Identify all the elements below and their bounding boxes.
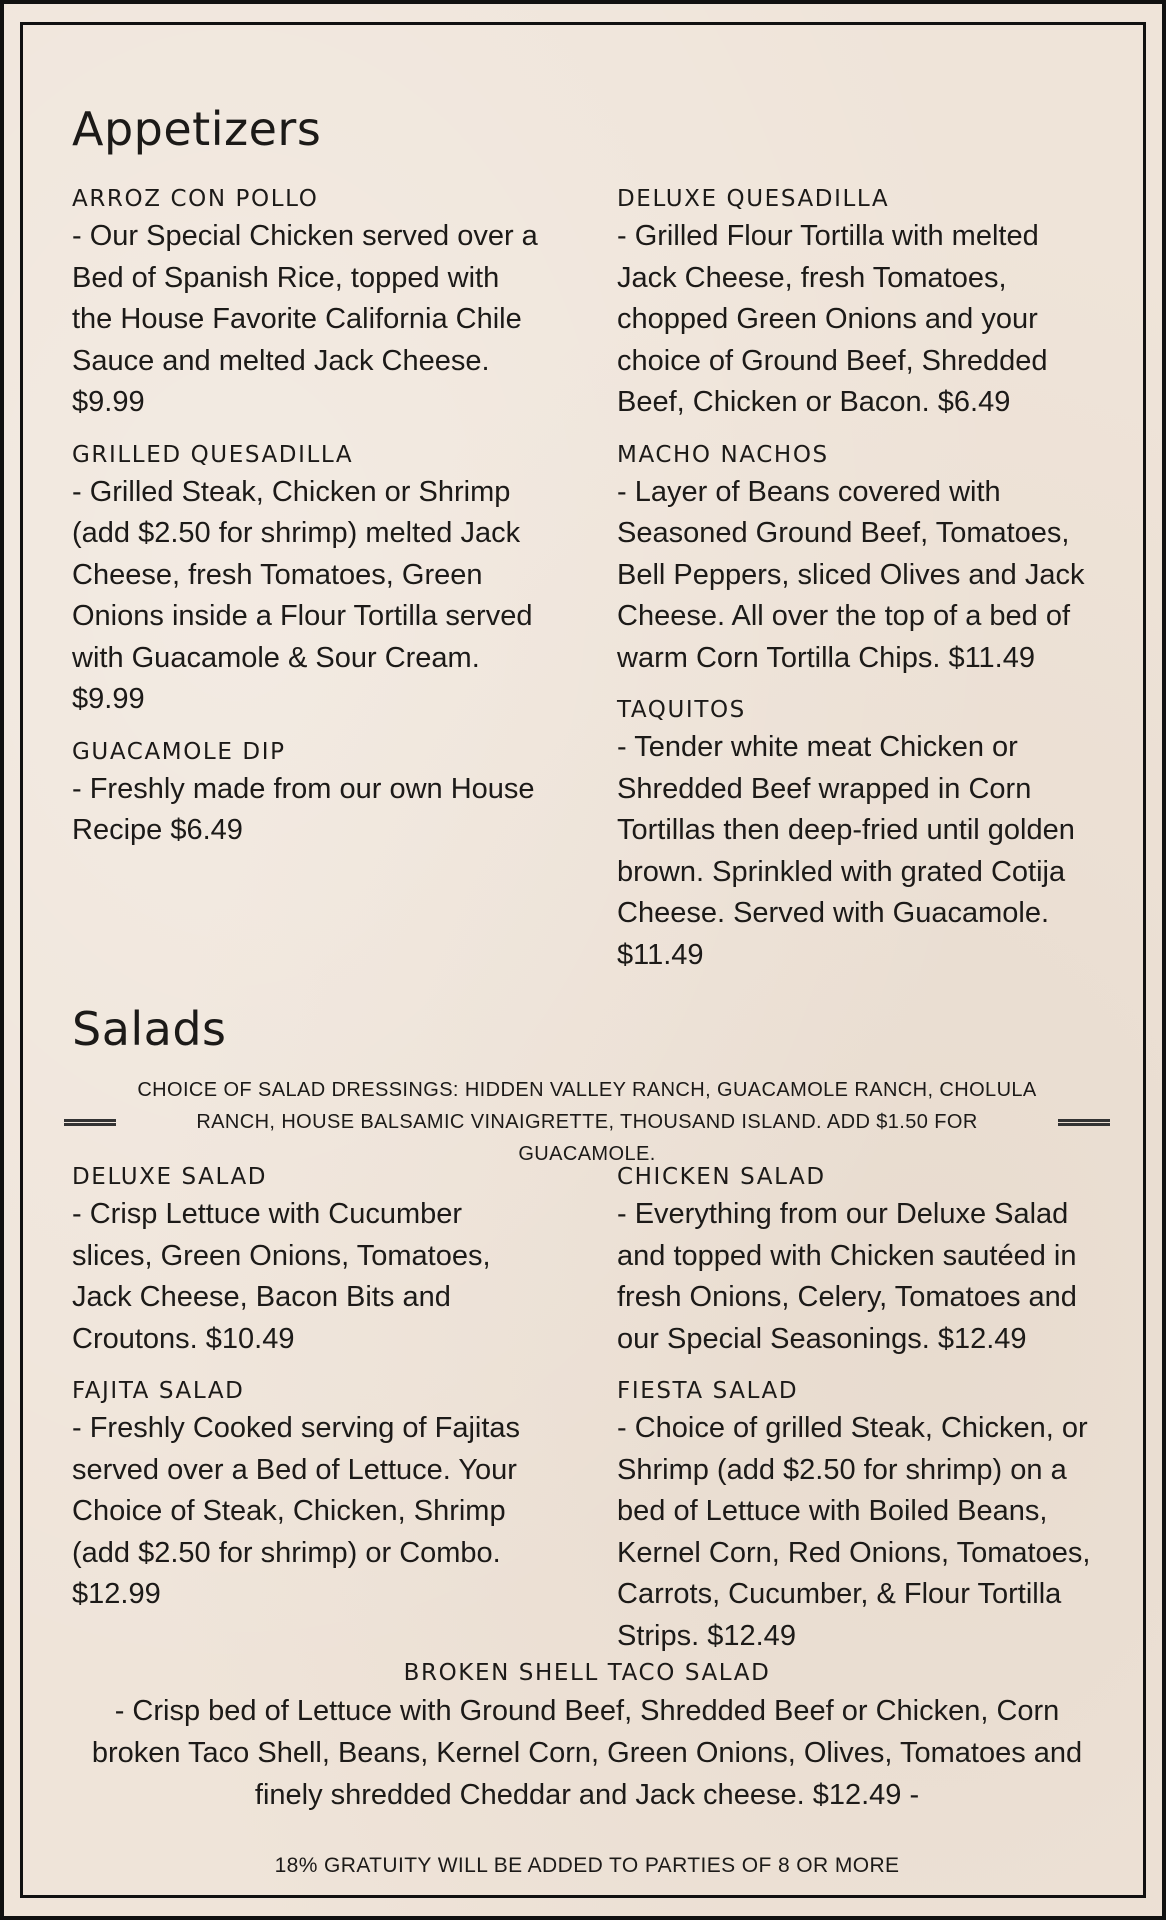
item-description: - Freshly Cooked serving of Fajitas served over a Bed of Lettuce. Your Choice of Steak, Chicken, Shrimp (add $2.50 for shrimp) or Combo. $12.99 xyxy=(72,1412,521,1610)
menu-item xyxy=(617,1378,1097,1657)
appetizers-title: Appetizers xyxy=(72,102,322,156)
salad-dressings-note xyxy=(64,1074,1110,1170)
gratuity-note: 18% GRATUITY WILL BE ADDED TO PARTIES OF 8 OR MORE xyxy=(274,1854,900,1877)
item-name: GUACAMOLE DIP xyxy=(72,738,286,765)
menu-item xyxy=(72,1378,547,1616)
menu-item xyxy=(72,1164,547,1360)
menu-item xyxy=(72,442,547,721)
item-description: - Freshly made from our own House Recipe $6.49 xyxy=(72,772,535,846)
left-double-rule xyxy=(64,1119,116,1126)
item-name: FIESTA SALAD xyxy=(617,1378,799,1404)
item-name: ARROZ CON POLLO xyxy=(72,186,319,212)
item-name: MACHO NACHOS xyxy=(617,441,829,468)
menu-item xyxy=(72,739,547,852)
menu-item xyxy=(617,697,1097,976)
item-description: - Everything from our Deluxe Salad and topped with Chicken sautéed in fresh Onions, Celery, Tomatoes and our Special Seasonings. $12.49 xyxy=(617,1198,1077,1355)
item-description: - Crisp Lettuce with Cucumber slices, Green Onions, Tomatoes, Jack Cheese, Bacon Bits and Croutons. $10.49 xyxy=(72,1198,491,1355)
appetizers-left-column xyxy=(72,186,547,870)
item-description: - Grilled Steak, Chicken or Shrimp (add $2.50 for shrimp) melted Jack Cheese, fresh Tomatoes, Green Onions inside a Flour Tortilla served with Guacamole & Sour Cream. $9.99 xyxy=(72,475,533,715)
item-description: - Crisp bed of Lettuce with Ground Beef, Shredded Beef or Chicken, Corn broken Taco Shell, Beans, Kernel Corn, Green Onions, Olives, Tomatoes and finely shredded Cheddar and Jack cheese. $12.49 - xyxy=(91,1695,1083,1811)
item-description: - Our Special Chicken served over a Bed of Spanish Rice, topped with the House Favorite California Chile Sauce and melted Jack Cheese. $9.99 xyxy=(72,220,538,418)
menu-item xyxy=(617,1164,1097,1360)
salads-title: Salads xyxy=(72,1002,227,1056)
item-name: BROKEN SHELL TACO SALAD xyxy=(403,1660,771,1686)
item-name: FAJITA SALAD xyxy=(72,1378,245,1404)
appetizers-right-column xyxy=(617,186,1097,994)
item-description: - Tender white meat Chicken or Shredded Beef wrapped in Corn Tortillas then deep-fried until golden brown. Sprinkled with grated Cotija Cheese. Served with Guacamole. $11.49 xyxy=(617,731,1075,971)
right-double-rule xyxy=(1058,1119,1110,1126)
salads-right-column xyxy=(617,1164,1097,1675)
item-description: - Grilled Flour Tortilla with melted Jack Cheese, fresh Tomatoes, chopped Green Onions and your choice of Ground Beef, Shredded Beef, Chicken or Bacon. $6.49 xyxy=(617,220,1048,418)
item-description: - Layer of Beans covered with Seasoned Ground Beef, Tomatoes, Bell Peppers, sliced Olives and Jack Cheese. All over the top of a bed of warm Corn Tortilla Chips. $11.49 xyxy=(617,475,1085,674)
menu-item xyxy=(617,186,1097,424)
item-name: DELUXE QUESADILLA xyxy=(617,186,890,212)
item-name: DELUXE SALAD xyxy=(72,1164,268,1190)
item-name: CHICKEN SALAD xyxy=(617,1164,826,1190)
featured-menu-item xyxy=(72,1660,1102,1816)
salads-left-column xyxy=(72,1164,547,1634)
item-name: TAQUITOS xyxy=(617,697,746,723)
menu-item xyxy=(617,442,1097,680)
item-name: GRILLED QUESADILLA xyxy=(72,441,354,468)
menu-item xyxy=(72,186,547,424)
dressings-text: CHOICE OF SALAD DRESSINGS: HIDDEN VALLEY RANCH, GUACAMOLE RANCH, CHOLULA RANCH, HOUSE BALSAMIC VINAIGRETTE, THOUSAND ISLAND. ADD $1.50 FOR GUACAMOLE. xyxy=(137,1079,1037,1165)
item-description: - Choice of grilled Steak, Chicken, or Shrimp (add $2.50 for shrimp) on a bed of Lettuce with Boiled Beans, Kernel Corn, Red Onions, Tomatoes, Carrots, Cucumber, & Flour Tortilla Strips. $12.49 xyxy=(617,1412,1091,1652)
